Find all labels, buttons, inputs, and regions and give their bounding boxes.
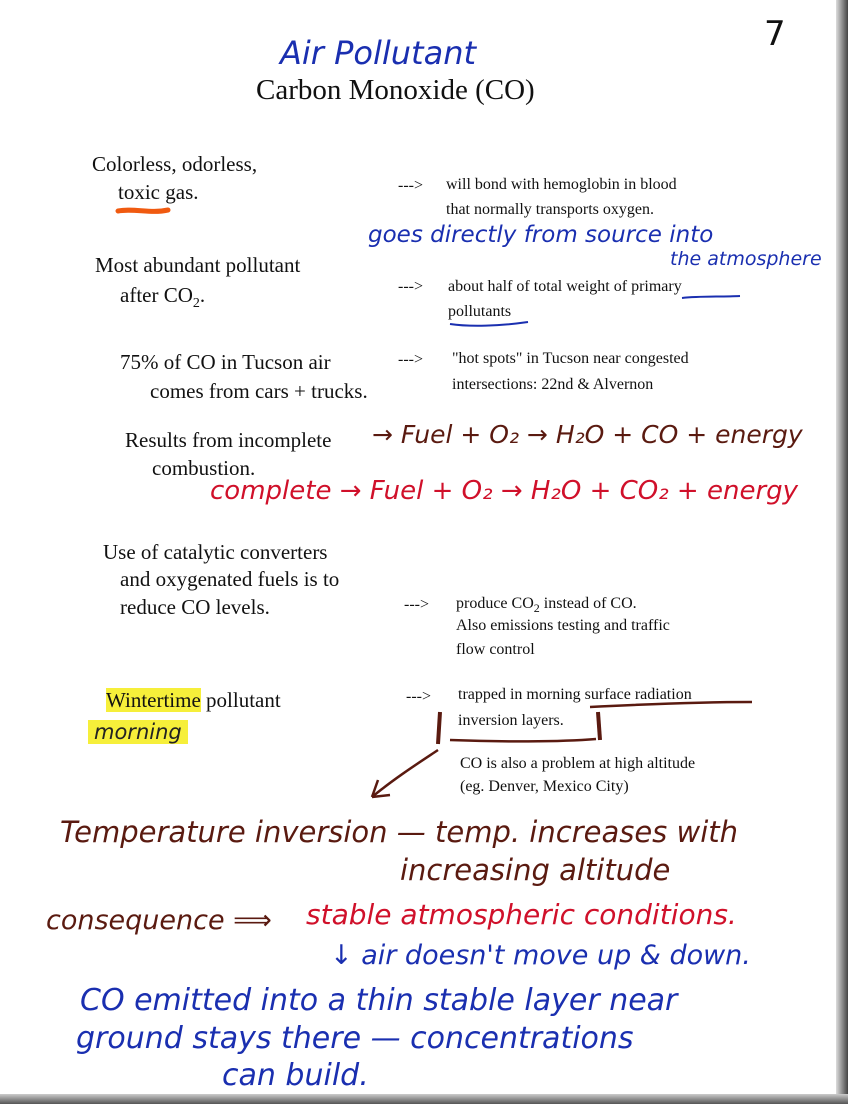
item3-arrow: ---> xyxy=(398,351,424,368)
item1-right-line1: will bond with hemoglobin in blood xyxy=(446,176,677,193)
item2-note-line1: goes directly from source into xyxy=(368,222,714,248)
pollutants-underline xyxy=(450,322,528,326)
bracket-right xyxy=(598,712,600,740)
item5-right-line2: Also emissions testing and traffic xyxy=(456,617,670,634)
item2-note-line2: the atmosphere xyxy=(670,248,822,270)
toxic-word: toxic xyxy=(118,180,160,204)
item2-arrow: ---> xyxy=(398,278,424,295)
down-left-arrow xyxy=(372,750,438,797)
consequence-label: consequence ⟹ xyxy=(46,905,272,936)
item1-right-line2: that normally transports oxygen. xyxy=(446,201,654,218)
co-note-line2: ground stays there — concentrations xyxy=(76,1021,634,1056)
item5-left-line2: and oxygenated fuels is to xyxy=(120,567,340,591)
item3-left-line1: 75% of CO in Tucson air xyxy=(120,350,331,374)
item2-right-line2: pollutants xyxy=(448,303,512,320)
air-movement-note: ↓ air doesn't move up & down. xyxy=(330,940,751,971)
item2-left-line1: Most abundant pollutant xyxy=(95,253,301,277)
co-note-line3: can build. xyxy=(222,1058,369,1093)
morning-note: morning xyxy=(88,720,188,744)
item6-right-line3: CO is also a problem at high altitude xyxy=(460,755,696,772)
surface-radiation-underline xyxy=(590,702,752,707)
incomplete-combustion-equation: → Fuel + O₂ → H₂O + CO + energy xyxy=(372,420,803,449)
gas-word: gas. xyxy=(160,180,199,204)
primary-underline xyxy=(682,296,740,298)
item3-left-line2: comes from cars + trucks. xyxy=(150,379,368,403)
item5-left-line3: reduce CO levels. xyxy=(120,595,270,619)
item6-right-line4: (eg. Denver, Mexico City) xyxy=(460,778,629,795)
instead-of-co-text: instead of CO. xyxy=(539,595,637,612)
item1-arrow: ---> xyxy=(398,177,424,194)
item1-left-line1: Colorless, odorless, xyxy=(92,152,258,176)
co2-subscript-2: 2 xyxy=(533,601,540,616)
inversion-layers-underline xyxy=(450,739,596,741)
item5-arrow: ---> xyxy=(404,596,430,613)
co-note-line1: CO emitted into a thin stable layer near xyxy=(80,983,678,1018)
item6-right-line1: trapped in morning surface radiation xyxy=(458,686,692,703)
scan-edge-right xyxy=(836,0,848,1104)
item3-right-line1: "hot spots" in Tucson near congested xyxy=(452,350,689,367)
item2-right-text: about half of total weight of xyxy=(448,278,632,295)
after-co2-text: after CO xyxy=(120,283,193,307)
co2-subscript: 2 xyxy=(192,296,200,312)
page-number: 7 xyxy=(764,14,786,54)
period: . xyxy=(199,283,206,307)
wintertime-word: Wintertime xyxy=(106,688,201,712)
inversion-note-line1: Temperature inversion — temp. increases with xyxy=(60,815,739,849)
pollutant-word: pollutant xyxy=(200,688,281,712)
handwritten-title: Air Pollutant xyxy=(280,34,477,72)
item5-right-line3: flow control xyxy=(456,641,535,658)
item3-right-line2: intersections: 22nd & Alvernon xyxy=(452,376,654,393)
bracket-left xyxy=(438,712,440,744)
item5-left-line1: Use of catalytic converters xyxy=(103,540,328,564)
page-title: Carbon Monoxide (CO) xyxy=(256,74,535,106)
stable-conditions-note: stable atmospheric conditions. xyxy=(306,898,737,931)
item4-left-line2: combustion. xyxy=(152,456,256,480)
primary-word: primary xyxy=(631,278,682,295)
scan-edge-bottom xyxy=(0,1094,848,1104)
item4-left-line1: Results from incomplete xyxy=(125,428,332,452)
item6-right-line2: inversion layers. xyxy=(458,712,564,729)
item6-arrow: ---> xyxy=(406,688,432,705)
toxic-orange-highlight xyxy=(118,210,168,211)
complete-combustion-equation: complete → Fuel + O₂ → H₂O + CO₂ + energy xyxy=(210,476,799,506)
inversion-note-line2: increasing altitude xyxy=(400,853,671,887)
produce-co2-text: produce CO xyxy=(456,595,534,612)
